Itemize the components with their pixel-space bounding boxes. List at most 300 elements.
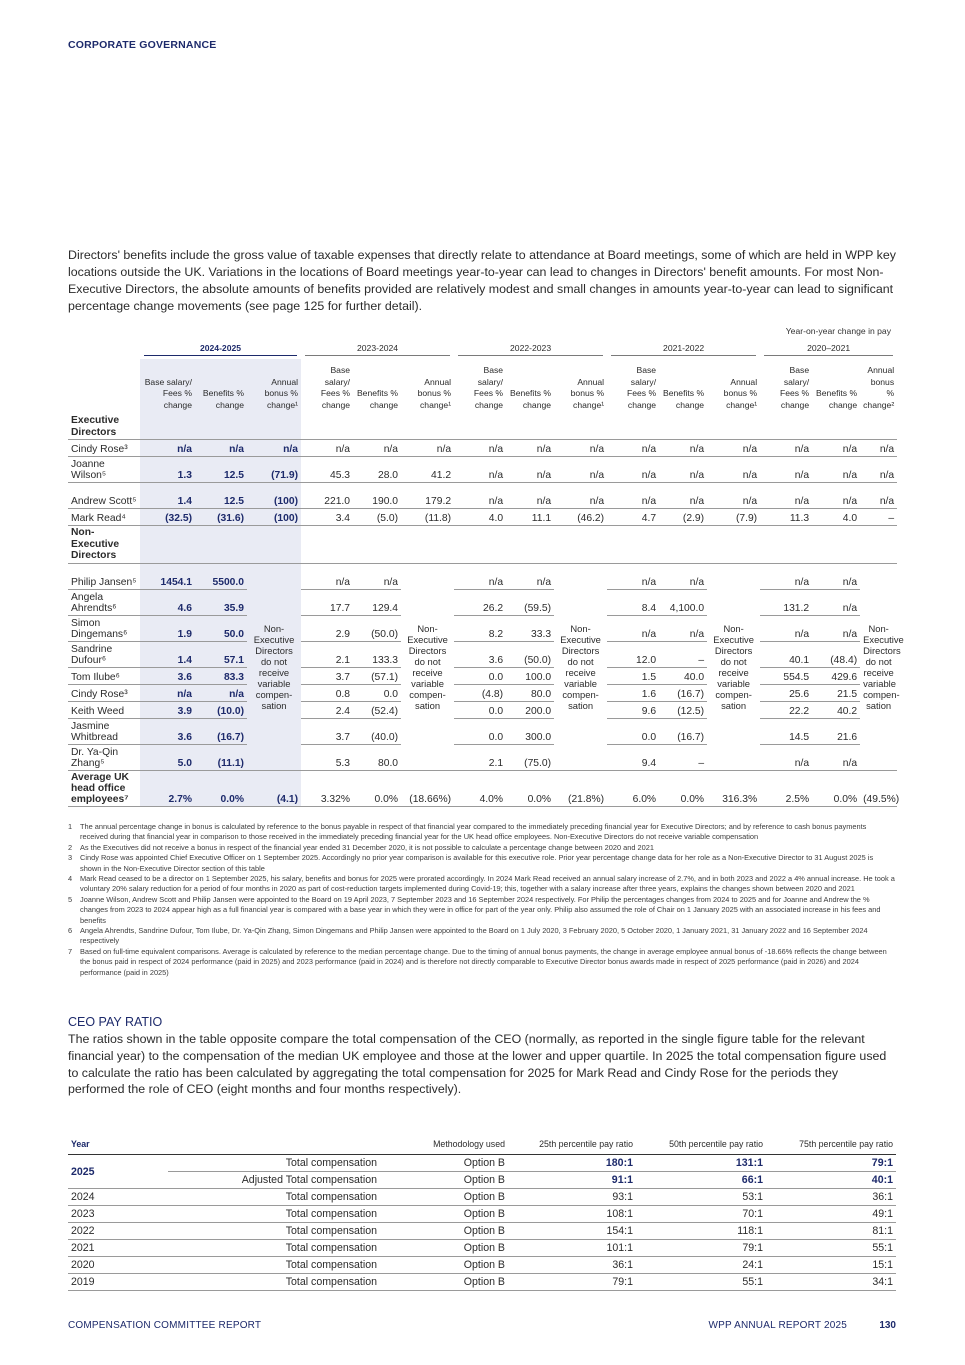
- ratio-p25: 180:1: [508, 1155, 636, 1172]
- value-cell: 0.0: [607, 718, 659, 744]
- value-cell: n/a: [506, 563, 554, 589]
- footnote-text: Joanne Wilson, Andrew Scott and Philip Jansen were appointed to the Board on 19 April 2023, 7 September 2023 and 16 September 2024 respectively. For Philip the percentages changes from 2024 to 2025 and for Joanne and Andrew the % changes from 2023 to 2024 appear high as a full financial year is compared with a base year in which they were in office for part of the year only. Philip also assumed the role of Chair on 1 January 2025 with an associated increase in his fees and benefits: [80, 894, 881, 925]
- value-cell: 80.0: [506, 684, 554, 701]
- table-row: [68, 667, 897, 684]
- column-header: Annual bonus % change¹: [723, 376, 758, 410]
- table-row: [68, 563, 897, 589]
- value-cell: n/a: [659, 457, 707, 483]
- value-cell: (4.1): [247, 770, 301, 806]
- value-cell: 5.3: [301, 744, 353, 770]
- director-name: Angela Ahrendts⁶: [68, 589, 140, 615]
- column-header: Base salary/ Fees % change: [779, 365, 810, 410]
- value-cell: n/a: [812, 483, 860, 509]
- ratio-p50: 55:1: [636, 1274, 766, 1291]
- ratio-method: Option B: [380, 1257, 508, 1274]
- value-cell: 0.0%: [506, 770, 554, 806]
- director-name: Jasmine Whitbread: [68, 718, 140, 744]
- corner-cell: [68, 340, 140, 359]
- footnote-number: 1: [68, 822, 73, 831]
- footer-report-name: COMPENSATION COMMITTEE REPORT: [68, 1320, 262, 1331]
- period-header-row: [68, 340, 897, 359]
- value-cell: 129.4: [353, 589, 401, 615]
- ratio-year: 2024: [68, 1189, 168, 1206]
- value-cell: –: [659, 641, 707, 667]
- ratio-p25: 91:1: [508, 1172, 636, 1189]
- value-cell: –: [860, 509, 897, 526]
- ratio-p75: 40:1: [766, 1172, 896, 1189]
- value-cell: 4.0%: [454, 770, 506, 806]
- value-cell: 300.0: [506, 718, 554, 744]
- ratio-year: 2020: [68, 1257, 168, 1274]
- column-header: Annual bonus % change¹: [570, 376, 605, 410]
- value-cell: 4.0: [812, 509, 860, 526]
- value-cell: 83.3: [195, 667, 247, 684]
- value-cell: 50.0: [195, 615, 247, 641]
- ratio-label: Total compensation: [168, 1257, 380, 1274]
- director-name: Philip Jansen⁵: [68, 563, 140, 589]
- value-cell: 35.9: [195, 589, 247, 615]
- value-cell: n/a: [760, 457, 812, 483]
- value-cell: n/a: [554, 457, 607, 483]
- period-label: 2021-2022: [611, 343, 756, 356]
- value-cell: 4.0: [454, 509, 506, 526]
- value-cell: (52.4): [353, 701, 401, 718]
- ratio-p50: 24:1: [636, 1257, 766, 1274]
- column-header: Benefits % change: [663, 388, 705, 410]
- ratio-row: [68, 1240, 896, 1257]
- footnote-text: As the Executives did not receive a bonus in respect of the financial year ended 31 December 2020, it is not possible to calculate a percentage change between 2020 and 2021: [80, 842, 654, 852]
- value-cell: n/a: [506, 483, 554, 509]
- ratio-header-label: [168, 1136, 380, 1155]
- value-cell: (2.9): [659, 509, 707, 526]
- value-cell: 0.0%: [353, 770, 401, 806]
- period-label: 2020–2021: [764, 343, 893, 356]
- footnote-text: Cindy Rose was appointed Chief Executive Officer on 1 September 2025. Accordingly no prior year comparison is available for this executive role. Prior year percentage change data for her role as a Non-Executive Director to 31 August 2025 is shown in the Non-Executive Director section of this table: [80, 853, 874, 873]
- ratio-p25: 101:1: [508, 1240, 636, 1257]
- value-cell: n/a: [812, 457, 860, 483]
- value-cell: n/a: [195, 440, 247, 457]
- value-cell: (75.0): [506, 744, 554, 770]
- value-cell: 9.4: [607, 744, 659, 770]
- ratio-method: Option B: [380, 1155, 508, 1172]
- value-cell: 200.0: [506, 701, 554, 718]
- intro-paragraph: Directors' benefits include the gross value of taxable expenses that directly relate to attendance at Board meetings, some of which are held in WPP key locations outside the UK. Variations in the locations of Board meetings year-to-year can lead to changes in Directors' benefit amounts. For most Non-Executive Directors, the absolute amounts of benefits provided are relatively modest and small changes in amounts year-to-year can lead to significant percentage change movements (see page 125 for further detail).: [68, 248, 896, 313]
- value-cell: 3.7: [301, 718, 353, 744]
- value-cell: 5.0: [140, 744, 195, 770]
- ratio-p25: 93:1: [508, 1189, 636, 1206]
- footnote-number: 6: [68, 926, 73, 936]
- director-name: Joanne Wilson⁵: [68, 457, 140, 483]
- ratio-label: Total compensation: [168, 1189, 380, 1206]
- value-cell: 4.7: [607, 509, 659, 526]
- empty-cell: [760, 414, 812, 440]
- value-cell: n/a: [760, 744, 812, 770]
- value-cell: n/a: [860, 457, 897, 483]
- ratio-method: Option B: [380, 1172, 508, 1189]
- value-cell: 133.3: [353, 641, 401, 667]
- ratio-row: [68, 1274, 896, 1291]
- empty-cell: [659, 526, 707, 564]
- value-cell: 12.0: [607, 641, 659, 667]
- value-cell: 17.7: [301, 589, 353, 615]
- value-cell: n/a: [301, 563, 353, 589]
- value-cell: n/a: [812, 589, 860, 615]
- value-cell: 3.6: [140, 718, 195, 744]
- ratio-p75: 79:1: [766, 1155, 896, 1172]
- value-cell: n/a: [506, 457, 554, 483]
- ratio-header-year: Year: [68, 1136, 168, 1155]
- value-cell: n/a: [454, 457, 506, 483]
- ratio-label: Total compensation: [168, 1223, 380, 1240]
- column-header: Base salary/ Fees % change: [626, 365, 657, 410]
- column-header: Annual bonus % change¹: [247, 359, 301, 414]
- value-cell: n/a: [554, 483, 607, 509]
- value-cell: (11.1): [195, 744, 247, 770]
- value-cell: n/a: [860, 440, 897, 457]
- column-header: Benefits % change: [195, 359, 247, 414]
- ratio-label: Total compensation: [168, 1274, 380, 1291]
- value-cell: 11.1: [506, 509, 554, 526]
- ratio-row-2025: [68, 1155, 896, 1172]
- ned-variable-note: Non-Executive Directors do not receive variable compen-sation: [401, 563, 454, 770]
- value-cell: 80.0: [353, 744, 401, 770]
- footer-publication: WPP ANNUAL REPORT 2025: [708, 1320, 847, 1331]
- ned-variable-note: Non-Executive Directors do not receive variable compen-sation: [247, 563, 301, 770]
- footnotes: [68, 822, 896, 978]
- value-cell: 1.4: [140, 483, 195, 509]
- empty-cell: [301, 414, 353, 440]
- ratio-p75: 36:1: [766, 1189, 896, 1206]
- column-header: Benefits % change: [816, 388, 858, 410]
- ratio-header-p50: 50th percentile pay ratio: [636, 1136, 766, 1155]
- empty-cell: [506, 526, 554, 564]
- value-cell: 1.5: [607, 667, 659, 684]
- column-header: Base salary/ Fees % change: [473, 365, 504, 410]
- value-cell: (100): [247, 509, 301, 526]
- value-cell: 2.1: [454, 744, 506, 770]
- value-cell: (16.7): [659, 684, 707, 701]
- value-cell: n/a: [607, 563, 659, 589]
- footnote: [68, 926, 896, 947]
- value-cell: (46.2): [554, 509, 607, 526]
- empty-cell: [353, 414, 401, 440]
- ratio-year: 2021: [68, 1240, 168, 1257]
- value-cell: n/a: [812, 440, 860, 457]
- value-cell: (50.0): [506, 641, 554, 667]
- empty-cell: [401, 414, 454, 440]
- value-cell: 3.4: [301, 509, 353, 526]
- ratio-label: Adjusted Total compensation: [168, 1172, 380, 1189]
- value-cell: 3.6: [454, 641, 506, 667]
- value-cell: 40.0: [659, 667, 707, 684]
- value-cell: n/a: [812, 744, 860, 770]
- footnote-text: Angela Ahrendts, Sandrine Dufour, Tom Ilube, Dr. Ya-Qin Zhang, Simon Dingemans and Philip Jansen were appointed to the Board on 1 July 2020, 3 February 2020, 5 October 2020, 1 January 2021, 31 January 2022 and 16 September 2024 respectively: [80, 926, 868, 946]
- value-cell: 12.5: [195, 457, 247, 483]
- value-cell: n/a: [659, 483, 707, 509]
- value-cell: (7.9): [707, 509, 760, 526]
- value-cell: 5500.0: [195, 563, 247, 589]
- value-cell: 22.2: [760, 701, 812, 718]
- empty-cell: [506, 414, 554, 440]
- value-cell: n/a: [140, 684, 195, 701]
- value-cell: n/a: [353, 563, 401, 589]
- value-cell: n/a: [454, 440, 506, 457]
- ceo-pay-ratio-heading: CEO PAY RATIO: [68, 1015, 163, 1029]
- empty-cell: [140, 414, 195, 440]
- empty-cell: [195, 414, 247, 440]
- value-cell: 8.2: [454, 615, 506, 641]
- empty-cell: [659, 414, 707, 440]
- ratio-p50: 53:1: [636, 1189, 766, 1206]
- value-cell: 3.6: [140, 667, 195, 684]
- value-cell: n/a: [760, 440, 812, 457]
- average-employee-label: Average UK head office employees⁷: [68, 770, 140, 806]
- ratio-header-method: Methodology used: [380, 1136, 508, 1155]
- ratio-p50: 79:1: [636, 1240, 766, 1257]
- value-cell: (48.4): [812, 641, 860, 667]
- director-name: Keith Weed: [68, 701, 140, 718]
- value-cell: (16.7): [195, 718, 247, 744]
- section-label: Executive Directors: [68, 414, 140, 440]
- column-header: Benefits % change: [356, 388, 399, 410]
- value-cell: 11.3: [760, 509, 812, 526]
- empty-cell: [760, 526, 812, 564]
- section-row-non-executive: [68, 526, 897, 564]
- value-cell: (40.0): [353, 718, 401, 744]
- ratio-p25: 108:1: [508, 1206, 636, 1223]
- period-label: 2023-2024: [305, 343, 450, 356]
- director-name: Tom Ilube⁶: [68, 667, 140, 684]
- value-cell: 1.3: [140, 457, 195, 483]
- value-cell: (12.5): [659, 701, 707, 718]
- ratio-p75: 34:1: [766, 1274, 896, 1291]
- table-row: [68, 615, 897, 641]
- value-cell: n/a: [812, 563, 860, 589]
- table-row: [68, 483, 897, 509]
- value-cell: 316.3%: [707, 770, 760, 806]
- value-cell: 4,100.0: [659, 589, 707, 615]
- table-row: [68, 589, 897, 615]
- value-cell: 21.5: [812, 684, 860, 701]
- value-cell: 221.0: [301, 483, 353, 509]
- footnote-text: Based on full-time equivalent comparisons. Average is calculated by reference to the median percentage change. Due to the timing of annual bonus payments, the change in average employee annual bonus of -18.66% reflects the change between the bonus paid in respect of 2024 performance (paid in 2025) and 2023 performance (paid in 2024) and is therefore not directly comparable to Executive Director bonus awards made in respect of 2025 performance (paid in 2026) and 2024 performance (paid in 2025): [80, 946, 887, 977]
- value-cell: 429.6: [812, 667, 860, 684]
- value-cell: 3.9: [140, 701, 195, 718]
- value-cell: n/a: [607, 457, 659, 483]
- value-cell: 190.0: [353, 483, 401, 509]
- value-cell: 0.0: [454, 701, 506, 718]
- value-cell: n/a: [812, 615, 860, 641]
- ratio-method: Option B: [380, 1274, 508, 1291]
- pay-table-super-label: Year-on-year change in pay: [785, 326, 891, 336]
- section-label: Non-Executive Directors: [68, 526, 140, 564]
- ratio-p50: 66:1: [636, 1172, 766, 1189]
- value-cell: (16.7): [659, 718, 707, 744]
- footnote: [68, 853, 896, 874]
- ratio-year: 2023: [68, 1206, 168, 1223]
- ratio-p25: 79:1: [508, 1274, 636, 1291]
- footnote-number: 2: [68, 842, 73, 852]
- ratio-row: [68, 1257, 896, 1274]
- value-cell: n/a: [659, 440, 707, 457]
- value-cell: 0.0%: [659, 770, 707, 806]
- ratio-p50: 70:1: [636, 1206, 766, 1223]
- value-cell: (10.0): [195, 701, 247, 718]
- value-cell: 1.6: [607, 684, 659, 701]
- director-name: Sandrine Dufour⁶: [68, 641, 140, 667]
- value-cell: (100): [247, 483, 301, 509]
- value-cell: 0.0: [454, 667, 506, 684]
- value-cell: 0.0: [353, 684, 401, 701]
- ratio-p50: 118:1: [636, 1223, 766, 1240]
- table-row: [68, 457, 897, 483]
- period-header: [454, 340, 607, 359]
- value-cell: 2.9: [301, 615, 353, 641]
- column-header: Base salary/ Fees % change: [320, 365, 351, 410]
- value-cell: n/a: [760, 615, 812, 641]
- value-cell: n/a: [760, 563, 812, 589]
- ratio-p25: 36:1: [508, 1257, 636, 1274]
- value-cell: (31.6): [195, 509, 247, 526]
- ratio-p75: 49:1: [766, 1206, 896, 1223]
- empty-cell: [607, 414, 659, 440]
- value-cell: 40.2: [812, 701, 860, 718]
- value-cell: n/a: [401, 440, 454, 457]
- value-cell: 4.6: [140, 589, 195, 615]
- value-cell: (4.8): [454, 684, 506, 701]
- director-name: Andrew Scott⁵: [68, 483, 140, 509]
- ratio-header-row: [68, 1136, 896, 1155]
- value-cell: 1.4: [140, 641, 195, 667]
- value-cell: 45.3: [301, 457, 353, 483]
- value-cell: n/a: [607, 440, 659, 457]
- value-cell: n/a: [454, 483, 506, 509]
- ratio-p75: 15:1: [766, 1257, 896, 1274]
- value-cell: n/a: [707, 440, 760, 457]
- value-cell: 2.5%: [760, 770, 812, 806]
- section-title: CORPORATE GOVERNANCE: [68, 39, 217, 51]
- value-cell: (49.5%): [860, 770, 897, 806]
- value-cell: 2.1: [301, 641, 353, 667]
- value-cell: 1.9: [140, 615, 195, 641]
- value-cell: 25.6: [760, 684, 812, 701]
- table-row: [68, 641, 897, 667]
- empty-cell: [353, 526, 401, 564]
- empty-cell: [140, 526, 195, 564]
- value-cell: n/a: [659, 615, 707, 641]
- footnote-text: The annual percentage change in bonus is calculated by reference to the bonus payable in respect of that financial year compared to the immediately preceding financial year for Executive Directors; and by reference to cash bonus payments received during that financial year in comparison to those received in the immediately preceding financial year for the UK head office employees. Non-Executive Directors do not receive variable compensation: [80, 822, 867, 842]
- period-header: [140, 340, 301, 359]
- footnote-number: 7: [68, 946, 73, 956]
- empty-cell: [554, 526, 607, 564]
- value-cell: 0.0%: [812, 770, 860, 806]
- value-cell: n/a: [506, 440, 554, 457]
- value-cell: n/a: [195, 684, 247, 701]
- average-employee-row: [68, 770, 897, 806]
- empty-cell: [401, 526, 454, 564]
- value-cell: n/a: [860, 483, 897, 509]
- value-cell: n/a: [707, 457, 760, 483]
- value-cell: 8.4: [607, 589, 659, 615]
- ratio-label: Total compensation: [168, 1206, 380, 1223]
- director-name: Cindy Rose³: [68, 440, 140, 457]
- value-cell: 21.6: [812, 718, 860, 744]
- empty-cell: [247, 414, 301, 440]
- empty-cell: [454, 526, 506, 564]
- value-cell: 40.1: [760, 641, 812, 667]
- footnote: [68, 822, 896, 843]
- value-cell: n/a: [301, 440, 353, 457]
- empty-cell: [812, 414, 860, 440]
- footnote: [68, 843, 896, 853]
- ratio-header-p75: 75th percentile pay ratio: [766, 1136, 896, 1155]
- column-header: Annual bonus % change¹: [417, 376, 452, 410]
- value-cell: 554.5: [760, 667, 812, 684]
- value-cell: (18.66%): [401, 770, 454, 806]
- column-header: Annual bonus % change²: [863, 365, 895, 410]
- table-row: [68, 744, 897, 770]
- ratio-label: Total compensation: [168, 1155, 380, 1172]
- footnote: [68, 874, 896, 895]
- period-header: [607, 340, 760, 359]
- value-cell: (21.8%): [554, 770, 607, 806]
- ratio-row: [68, 1206, 896, 1223]
- table-row: [68, 701, 897, 718]
- value-cell: n/a: [760, 483, 812, 509]
- empty-cell: [554, 414, 607, 440]
- footnote-number: 5: [68, 894, 73, 904]
- value-cell: n/a: [353, 440, 401, 457]
- value-cell: 3.32%: [301, 770, 353, 806]
- value-cell: 0.8: [301, 684, 353, 701]
- value-cell: 1454.1: [140, 563, 195, 589]
- empty-cell: [195, 526, 247, 564]
- value-cell: (32.5): [140, 509, 195, 526]
- table-row: [68, 440, 897, 457]
- page-number: 130: [879, 1320, 896, 1331]
- value-cell: 26.2: [454, 589, 506, 615]
- ratio-row-2025: [68, 1172, 896, 1189]
- ratio-year: 2025: [68, 1155, 168, 1189]
- empty-cell: [607, 526, 659, 564]
- ceo-pay-ratio-text: The ratios shown in the table opposite compare the total compensation of the CEO (normally, as reported in the single figure table for the relevant financial year) to the compensation of the median UK employee and those at the lower and upper quartile. In 2025 the total compensation figure used to calculate the ratio has been calculated by aggregating the total compensation for 2025 for Mark Read and Cindy Rose for the periods they performed the role of CEO (eight months and four months respectively).: [68, 1032, 887, 1097]
- value-cell: n/a: [659, 563, 707, 589]
- director-name: Cindy Rose³: [68, 684, 140, 701]
- value-cell: (59.5): [506, 589, 554, 615]
- empty-cell: [860, 414, 897, 440]
- footnote: [68, 947, 896, 978]
- table-row: [68, 684, 897, 701]
- empty-cell: [301, 526, 353, 564]
- empty-cell: [707, 414, 760, 440]
- ned-variable-note: Non-Executive Directors do not receive variable compen-sation: [860, 563, 897, 770]
- value-cell: 28.0: [353, 457, 401, 483]
- value-cell: –: [659, 744, 707, 770]
- table-row: [68, 718, 897, 744]
- value-cell: (50.0): [353, 615, 401, 641]
- ratio-year: 2019: [68, 1274, 168, 1291]
- value-cell: (5.0): [353, 509, 401, 526]
- empty-cell: [707, 526, 760, 564]
- corner-cell: [68, 359, 140, 414]
- empty-cell: [860, 526, 897, 564]
- value-cell: 57.1: [195, 641, 247, 667]
- ratio-row: [68, 1223, 896, 1240]
- value-cell: 3.7: [301, 667, 353, 684]
- ned-variable-note: Non-Executive Directors do not receive variable compen-sation: [554, 563, 607, 770]
- footnote-number: 4: [68, 874, 73, 884]
- footnote-text: Mark Read ceased to be a director on 1 September 2025, his salary, benefits and bonus for 2025 were prorated accordingly. In 2024 Mark Read received an annual salary increase of 2.7%, and in both 2023 and 2022 a 4% annual increase. He took a voluntary 20% salary reduction for a period of four months in 2020 as part of cost-reduction targets implemented during Covid-19; this, together with a salary increase after three years, explains the changes shown between 2020 and 2021: [80, 874, 895, 894]
